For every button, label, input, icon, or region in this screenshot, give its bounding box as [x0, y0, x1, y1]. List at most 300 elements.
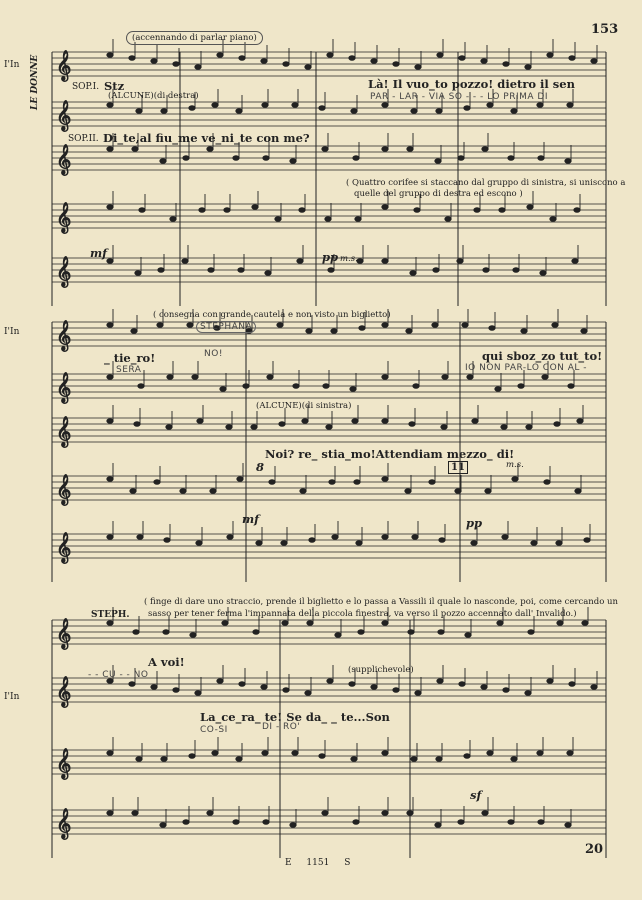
- notehead: [283, 688, 289, 693]
- notehead: [441, 425, 447, 430]
- notehead: [239, 56, 245, 61]
- notehead: [410, 271, 416, 276]
- notehead: [538, 820, 544, 825]
- pencil-sera: SERA: [116, 365, 142, 375]
- notehead: [435, 823, 441, 828]
- notehead: [107, 621, 113, 626]
- notehead: [382, 419, 388, 424]
- notehead: [406, 329, 412, 334]
- notehead: [415, 65, 421, 70]
- notehead: [328, 268, 334, 273]
- notehead: [472, 419, 478, 424]
- direction-consegna: ( consegna con grande cautela e non visto un biglietto): [153, 310, 391, 320]
- dynamic-mf-1: mf: [90, 246, 108, 260]
- notehead: [190, 633, 196, 638]
- notehead: [518, 384, 524, 389]
- notehead: [577, 419, 583, 424]
- notehead: [393, 62, 399, 67]
- notehead: [107, 323, 113, 328]
- notehead: [462, 323, 468, 328]
- treble-clef-icon: 𝄞: [56, 749, 72, 779]
- dynamic-pp-1: pp: [322, 250, 339, 264]
- notehead: [359, 326, 365, 331]
- notehead: [458, 820, 464, 825]
- notehead: [158, 268, 164, 273]
- notehead: [591, 59, 597, 64]
- notehead: [180, 489, 186, 494]
- notehead: [327, 679, 333, 684]
- notehead: [497, 621, 503, 626]
- notehead: [350, 387, 356, 392]
- notehead: [305, 65, 311, 70]
- notehead: [183, 820, 189, 825]
- notehead: [382, 477, 388, 482]
- notehead: [107, 147, 113, 152]
- notehead: [527, 205, 533, 210]
- dynamic-ms-2: m.s.: [506, 460, 524, 470]
- notehead: [442, 375, 448, 380]
- pencil-no: NO!: [204, 349, 223, 359]
- notehead: [513, 268, 519, 273]
- direction-corifee-2: quelle del gruppo di destra ed escono ): [354, 189, 523, 199]
- notehead: [107, 375, 113, 380]
- notehead: [326, 425, 332, 430]
- direction-alcune-destra: (ALCUNE)(di destra): [108, 91, 199, 101]
- notehead: [329, 480, 335, 485]
- notehead: [262, 751, 268, 756]
- notehead: [575, 489, 581, 494]
- pencil-parlar: PAR - LAR - VIA SO - - - LO PRIMA DI: [370, 92, 548, 102]
- notehead: [568, 384, 574, 389]
- notehead: [355, 217, 361, 222]
- dynamic-pp-2: pp: [466, 516, 483, 530]
- notehead: [224, 208, 230, 213]
- notehead: [130, 489, 136, 494]
- notehead: [567, 103, 573, 108]
- notehead: [163, 630, 169, 635]
- notehead: [569, 56, 575, 61]
- notehead: [307, 621, 313, 626]
- notehead: [382, 205, 388, 210]
- notehead: [528, 630, 534, 635]
- notehead: [196, 541, 202, 546]
- notehead: [501, 425, 507, 430]
- notehead: [297, 259, 303, 264]
- notehead: [437, 53, 443, 58]
- notehead: [305, 691, 311, 696]
- notehead: [306, 329, 312, 334]
- notehead: [412, 535, 418, 540]
- notehead: [584, 538, 590, 543]
- notehead: [354, 480, 360, 485]
- notehead: [187, 323, 193, 328]
- direction-corifee: ( Quattro corifee si staccano dal gruppo di sinistra, si uniscono a: [346, 178, 626, 188]
- notehead: [302, 419, 308, 424]
- clef-icon: 𝄞: [56, 321, 72, 351]
- notehead: [382, 147, 388, 152]
- notehead: [136, 757, 142, 762]
- notehead: [195, 691, 201, 696]
- notehead: [227, 535, 233, 540]
- notehead: [435, 159, 441, 164]
- notehead: [508, 156, 514, 161]
- notehead: [135, 271, 141, 276]
- notehead: [226, 425, 232, 430]
- notehead: [265, 271, 271, 276]
- notehead: [352, 419, 358, 424]
- notehead: [220, 387, 226, 392]
- notehead: [481, 685, 487, 690]
- notehead: [499, 208, 505, 213]
- direction-alcune-sinistra: (ALCUNE)(di sinistra): [256, 401, 352, 411]
- notehead: [382, 811, 388, 816]
- notehead: [134, 422, 140, 427]
- notehead: [413, 384, 419, 389]
- notehead: [236, 757, 242, 762]
- notehead: [382, 535, 388, 540]
- direction-accennando: (accennando di parlar piano): [126, 31, 263, 45]
- notehead: [547, 53, 553, 58]
- notehead: [129, 56, 135, 61]
- notehead: [464, 106, 470, 111]
- clef-icon: 𝄞: [56, 677, 72, 707]
- notehead: [502, 535, 508, 540]
- notehead: [382, 375, 388, 380]
- notehead: [393, 688, 399, 693]
- notehead: [414, 208, 420, 213]
- lyric-la-pozzo: Là! Il vuo_to pozzo! dietro il sen: [368, 77, 575, 91]
- notehead: [166, 425, 172, 430]
- label-in-3: I'In: [4, 692, 20, 702]
- notehead: [485, 489, 491, 494]
- octave-mark-2: 8: [256, 460, 265, 474]
- notehead: [540, 271, 546, 276]
- pencil-cosi: CO-SI: [200, 725, 228, 735]
- notehead: [154, 480, 160, 485]
- clef-icon: 𝄞: [56, 101, 72, 131]
- notehead: [382, 621, 388, 626]
- notehead: [261, 685, 267, 690]
- notehead: [327, 53, 333, 58]
- notehead: [290, 159, 296, 164]
- notehead: [405, 489, 411, 494]
- notehead: [407, 811, 413, 816]
- notehead: [237, 477, 243, 482]
- notehead: [455, 489, 461, 494]
- notehead: [512, 477, 518, 482]
- pencil-diro: DI - RO': [262, 722, 301, 732]
- notehead: [407, 147, 413, 152]
- notehead: [131, 329, 137, 334]
- notehead: [283, 62, 289, 67]
- notehead: [207, 147, 213, 152]
- notehead: [279, 422, 285, 427]
- notehead: [471, 541, 477, 546]
- lyric-tiero: _ tie_ro!: [104, 351, 156, 365]
- notehead: [275, 217, 281, 222]
- notehead: [263, 820, 269, 825]
- notehead: [537, 751, 543, 756]
- notehead: [160, 159, 166, 164]
- notehead: [495, 387, 501, 392]
- notehead: [574, 208, 580, 213]
- dynamic-ms-1: m.s.: [340, 254, 358, 264]
- notehead: [151, 685, 157, 690]
- notehead: [565, 159, 571, 164]
- notehead: [547, 679, 553, 684]
- notehead: [582, 621, 588, 626]
- notehead: [353, 156, 359, 161]
- notehead: [217, 679, 223, 684]
- notehead: [107, 751, 113, 756]
- notehead: [503, 62, 509, 67]
- clef-icon: 𝄞: [56, 257, 72, 287]
- notehead: [382, 751, 388, 756]
- label-in-2: I'In: [4, 327, 20, 337]
- notehead: [173, 688, 179, 693]
- notehead: [137, 535, 143, 540]
- notehead: [299, 208, 305, 213]
- notehead: [349, 56, 355, 61]
- notehead: [300, 489, 306, 494]
- notehead: [322, 811, 328, 816]
- notehead: [107, 205, 113, 210]
- notehead: [319, 106, 325, 111]
- notehead: [408, 630, 414, 635]
- notehead: [544, 480, 550, 485]
- notehead: [572, 259, 578, 264]
- notehead: [233, 820, 239, 825]
- notehead: [239, 682, 245, 687]
- label-steph: STEPH.: [91, 610, 130, 620]
- notehead: [531, 541, 537, 546]
- notehead: [243, 384, 249, 389]
- notehead: [107, 535, 113, 540]
- notehead: [161, 109, 167, 114]
- notehead: [409, 422, 415, 427]
- notehead: [256, 541, 262, 546]
- label-in-1: I'In: [4, 60, 20, 70]
- notehead: [474, 208, 480, 213]
- label-sop1: SOP.I.: [72, 82, 100, 92]
- notehead: [356, 541, 362, 546]
- lyric-lacerate: La_ce_ra_ te! Se da_ _ te...Son: [200, 710, 390, 724]
- notehead: [526, 425, 532, 430]
- notehead: [482, 811, 488, 816]
- notehead: [371, 59, 377, 64]
- notehead: [459, 682, 465, 687]
- notehead: [537, 103, 543, 108]
- label-le-donne: LE DONNE: [30, 54, 40, 110]
- notehead: [358, 630, 364, 635]
- notehead: [439, 538, 445, 543]
- notehead: [262, 103, 268, 108]
- direction-supplichevole: (supplichevole): [348, 665, 414, 675]
- clef-icon: 𝄞: [56, 619, 72, 649]
- notehead: [251, 425, 257, 430]
- clef-icon: 𝄞: [56, 809, 72, 839]
- notehead: [569, 682, 575, 687]
- notehead: [349, 682, 355, 687]
- notehead: [161, 757, 167, 762]
- notehead: [107, 103, 113, 108]
- notehead: [281, 541, 287, 546]
- notehead: [292, 103, 298, 108]
- notehead: [464, 754, 470, 759]
- notehead: [542, 375, 548, 380]
- lyric-qui-sbozzo: qui sboz_zo tut_to!: [482, 349, 603, 363]
- notehead: [133, 630, 139, 635]
- treble-clef-icon: 𝄞: [56, 475, 72, 505]
- lyric-a-voi: A voi!: [148, 655, 185, 669]
- notehead: [511, 109, 517, 114]
- notehead: [382, 323, 388, 328]
- notehead: [332, 535, 338, 540]
- notehead: [199, 208, 205, 213]
- notehead: [139, 208, 145, 213]
- notehead: [436, 109, 442, 114]
- notehead: [481, 59, 487, 64]
- notehead: [335, 633, 341, 638]
- notehead: [212, 751, 218, 756]
- clef-icon: 𝄞: [56, 417, 72, 447]
- notehead: [236, 109, 242, 114]
- notehead: [107, 259, 113, 264]
- notehead: [331, 329, 337, 334]
- notehead: [322, 147, 328, 152]
- notehead: [252, 205, 258, 210]
- notehead: [351, 757, 357, 762]
- notehead: [132, 147, 138, 152]
- notehead: [550, 217, 556, 222]
- notehead: [107, 811, 113, 816]
- treble-clef-icon: 𝄞: [56, 533, 72, 563]
- notehead: [129, 682, 135, 687]
- clef-icon: 𝄞: [56, 145, 72, 175]
- notehead: [136, 109, 142, 114]
- pencil-io-non-parlo: IO NON PAR-LO CON AL -: [465, 363, 588, 373]
- notehead: [382, 103, 388, 108]
- notehead: [212, 103, 218, 108]
- notehead: [157, 323, 163, 328]
- notehead: [467, 375, 473, 380]
- notehead: [503, 688, 509, 693]
- notehead: [183, 156, 189, 161]
- notehead: [269, 480, 275, 485]
- notehead: [438, 630, 444, 635]
- notehead: [567, 751, 573, 756]
- notehead: [325, 217, 331, 222]
- notehead: [182, 259, 188, 264]
- notehead: [282, 621, 288, 626]
- treble-clef-icon: 𝄞: [56, 51, 72, 81]
- notehead: [353, 820, 359, 825]
- notehead: [107, 477, 113, 482]
- notehead: [277, 323, 283, 328]
- notehead: [591, 685, 597, 690]
- notehead: [151, 59, 157, 64]
- notehead: [207, 811, 213, 816]
- notehead: [189, 754, 195, 759]
- notehead: [267, 375, 273, 380]
- notehead: [458, 156, 464, 161]
- lyric-noi-restiamo: Noi? re_ stia_mo!Attendiam mezzo_ di!: [265, 447, 515, 461]
- pencil-stephana: STEPHANA: [196, 321, 256, 333]
- direction-finge-2: sasso per tener ferma l'impannata della piccola finestra, va verso il pozzo accennato dall' Invalido.): [148, 609, 577, 619]
- notehead: [436, 757, 442, 762]
- notehead: [132, 811, 138, 816]
- notehead: [525, 65, 531, 70]
- notehead: [489, 326, 495, 331]
- notehead: [222, 621, 228, 626]
- notehead: [382, 259, 388, 264]
- pencil-cuno: - - CU - - NO: [88, 670, 149, 680]
- notehead: [538, 156, 544, 161]
- notehead: [107, 419, 113, 424]
- notehead: [445, 217, 451, 222]
- plate-number: 20: [585, 842, 604, 857]
- notehead: [217, 53, 223, 58]
- notehead: [167, 375, 173, 380]
- dynamic-sf: sf: [470, 788, 482, 802]
- notehead: [437, 679, 443, 684]
- notehead: [433, 268, 439, 273]
- lyric-stz: Stz: [104, 79, 125, 93]
- notehead: [554, 422, 560, 427]
- notehead: [511, 757, 517, 762]
- notehead: [319, 754, 325, 759]
- notehead: [263, 156, 269, 161]
- notehead: [197, 419, 203, 424]
- dynamic-mf-2: mf: [242, 512, 260, 526]
- notehead: [309, 538, 315, 543]
- notehead: [195, 65, 201, 70]
- notehead: [411, 757, 417, 762]
- notehead: [208, 268, 214, 273]
- notehead: [261, 59, 267, 64]
- notehead: [290, 823, 296, 828]
- notehead: [581, 329, 587, 334]
- notehead: [557, 621, 563, 626]
- notehead: [371, 685, 377, 690]
- notehead: [107, 53, 113, 58]
- lyric-sop2: Di_te,al fiu_me ve_ni_te con me?: [103, 131, 310, 145]
- notehead: [429, 480, 435, 485]
- notehead: [525, 691, 531, 696]
- label-sop2: SOP.II.: [68, 134, 99, 144]
- notehead: [351, 109, 357, 114]
- notehead: [138, 384, 144, 389]
- treble-clef-icon: 𝄞: [56, 373, 72, 403]
- notehead: [487, 103, 493, 108]
- notehead: [508, 820, 514, 825]
- notehead: [160, 823, 166, 828]
- notehead: [189, 106, 195, 111]
- notehead: [238, 268, 244, 273]
- notehead: [521, 329, 527, 334]
- notehead: [465, 633, 471, 638]
- notehead: [459, 56, 465, 61]
- notehead: [164, 538, 170, 543]
- notehead: [487, 751, 493, 756]
- treble-clef-icon: 𝄞: [56, 203, 72, 233]
- notehead: [253, 630, 259, 635]
- footer-catalog: E 1151 S: [285, 858, 351, 868]
- notehead: [192, 375, 198, 380]
- notehead: [415, 691, 421, 696]
- notehead: [556, 541, 562, 546]
- notehead: [483, 268, 489, 273]
